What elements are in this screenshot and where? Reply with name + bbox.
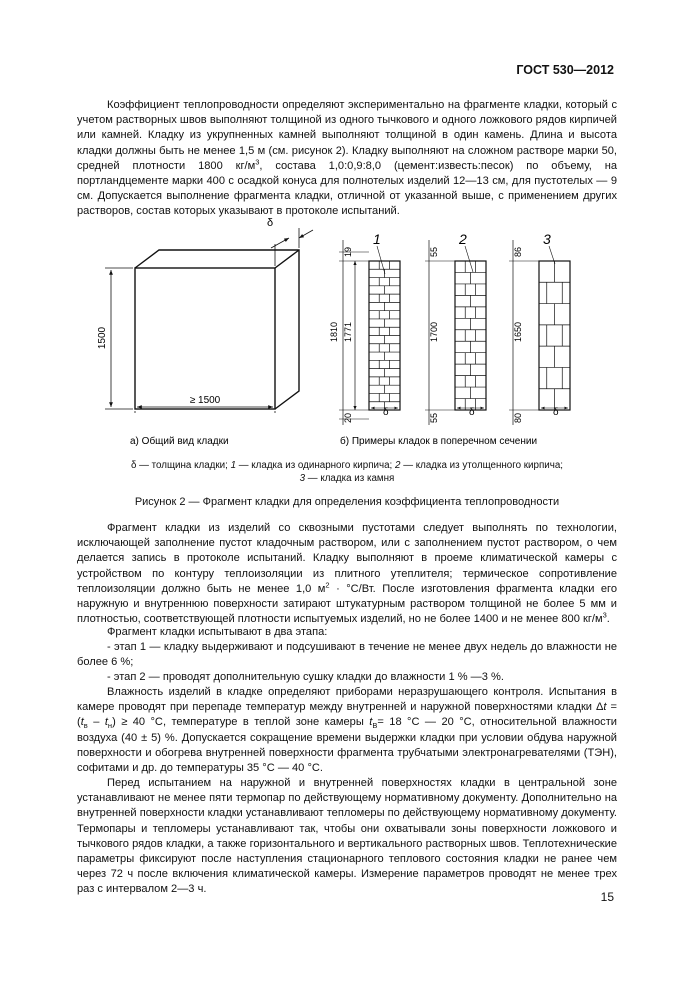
intro-paragraph: Коэффициент теплопроводности определяют экспериментально на фрагменте кладки, который с учетом растворных швов выполняют толщиной из одного тычкового и одного ложкового рядов кирпичей или камней. Кладку из укрупненных камней выполняют толщиной в один камень. Длина и высота кладки должны быть не менее 1,5 м (см. рисунок 2). Кладку выполняют на сложном растворе марки 50, средней плотности 1800 $кг/м^3$, состава 1,0:0,9:8,0 (цемент:известь:песок) по объему, на портландцементе марки 400 с осадкой конуса для полнотелых изделий 12—13 см, для пустотелых — 9 см. Допускается выполнение фрагмента кладки, отличной от указанной выше, с применением других растворов, состав которых указывают в протоколе испытаний. bbox=[77, 99, 617, 218]
figure-caption: Рисунок 2 — Фрагмент кладки для определения коэффициента теплопроводности bbox=[134, 496, 560, 508]
block-height-label: 1500 bbox=[97, 326, 108, 350]
body-paragraph-1: Фрагмент кладки из изделий со сквозными пустотами следует выполнять по технологии, исключающей заполнение пустот кладочным раствором, или с заполнением пустот раствором, о чем делается запись в протоколе испытаний. Кладку выполняют в проеме климатической камеры с устройством по контуру теплоизоляции из плитного утеплителя; термическое сопротивление теплоизоляции должно быть не менее 1,0 $м^2 \cdot ^\circ С/Вт$. После изготовления фрагмента кладки его наружную и внутреннюю поверхности затирают штукатурным раствором толщиной не более 5 мм и плотностью, соответствующей плотности испытуемых изделий, но не более 1400 и не менее 800 $кг/м^3$. bbox=[77, 522, 618, 626]
sample-2-number: 2 bbox=[459, 231, 467, 247]
sample-3-total: 1650 bbox=[513, 321, 523, 343]
page-number: 15 bbox=[600, 890, 614, 904]
body-paragraph-5: Влажность изделий в кладке определяют приборами неразрушающего контроля. Испытания в камере проводят при перепаде температур между внутренней и наружной поверхностями кладки $\Delta t = (t_в - t_н) \ge 40$ °С, температуре в теплой зоне камеры $t_В= 18$ °С — 20 °С, относительной влажности воздуха (40 ± 5) %. Допускается сокращение времени выдержки кладки при условии обдува наружной поверхности и обогрева внутренней поверхности фрагмента трубчатыми электронагревателями (ТЭН), софитами и др. до температуры 35 °С — 40 °С. bbox=[77, 686, 617, 775]
sample-3-number: 3 bbox=[543, 231, 551, 247]
sample-1-number: 1 bbox=[373, 231, 381, 247]
sample-3-bottom: 80 bbox=[513, 412, 523, 424]
cross-section-1 bbox=[329, 231, 400, 425]
sample-2-top: 55 bbox=[429, 246, 439, 258]
sample-1-bottom: 20 bbox=[343, 412, 353, 424]
cross-section-2 bbox=[425, 231, 486, 425]
body-paragraph-2: Фрагмент кладки испытывают в два этапа: bbox=[107, 626, 328, 638]
block-delta-label: δ bbox=[267, 217, 274, 229]
block-width-label: ≥ 1500 bbox=[189, 395, 221, 406]
sample-2-total: 1700 bbox=[429, 321, 439, 343]
figure-label-a: а) Общий вид кладки bbox=[130, 436, 229, 447]
body-paragraph-4: - этап 2 — проводят дополнительную сушку кладки до влажности 1 % —3 %. bbox=[107, 671, 504, 683]
sample-2-bottom: 55 bbox=[429, 412, 439, 424]
sample-1-inner: 1771 bbox=[343, 321, 353, 343]
cross-section-3 bbox=[509, 231, 570, 425]
sample-3-top: 86 bbox=[513, 246, 523, 258]
sample-1-top: 19 bbox=[343, 246, 353, 258]
sample-1-delta: δ bbox=[383, 407, 389, 418]
body-paragraph-3: - этап 1 — кладку выдерживают и подсушивают в течение не менее двух недель до влажности не более 6 %; bbox=[77, 641, 617, 669]
figure-2-drawing bbox=[85, 214, 585, 449]
masonry-block-3d bbox=[97, 217, 313, 413]
sample-1-total: 1810 bbox=[329, 321, 339, 343]
figure-legend: δ — толщина кладки; 1 — кладка из одинарного кирпича; 2 — кладка из утолщенного кирпича; 3 — кладка из камня bbox=[130, 460, 564, 484]
document-header: ГОСТ 530—2012 bbox=[516, 63, 614, 77]
figure-label-b: б) Примеры кладок в поперечном сечении bbox=[340, 436, 538, 447]
body-paragraph-6: Перед испытанием на наружной и внутренней поверхностях кладки в центральной зоне устанавливают не менее пяти термопар по действующему нормативному документу. Дополнительно на внутренней поверхности кладки устанавливают тепломеры по действующему нормативному документу. Термопары и тепломеры устанавливают так, чтобы они охватывали зоны поверхности ложкового и тычкового рядов кладки, а также горизонтального и вертикального растворных швов. Теплотехнические параметры фиксируют после наступления стационарного теплового состояния кладки не ранее чем через 72 ч после включения климатической камеры. Измерение параметров проводят не менее трех раз с интервалом 2—3 ч. bbox=[77, 777, 617, 896]
sample-3-delta: δ bbox=[553, 407, 559, 418]
sample-2-delta: δ bbox=[469, 407, 475, 418]
